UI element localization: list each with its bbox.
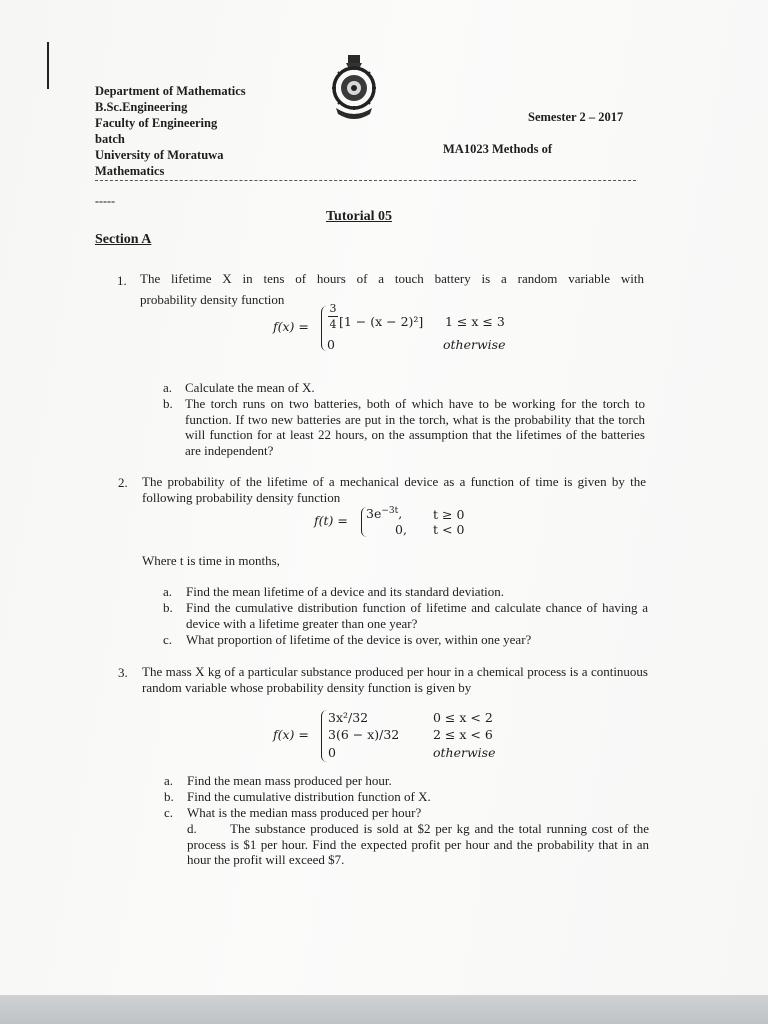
q1-case1-expr: [1 − (x − 2)²] — [339, 314, 424, 329]
header-line: Mathematics — [95, 164, 165, 178]
q3-b-label: b. — [164, 789, 174, 804]
q2-case2-cond: t < 0 — [433, 522, 465, 537]
q1-fraction — [328, 303, 338, 330]
q1-case2-expr: 0 — [327, 337, 335, 352]
dash-continuation: ----- — [95, 194, 115, 208]
q1-b-label: b. — [163, 396, 173, 411]
q2-case1-comma: , — [398, 506, 403, 522]
header-line: University of Moratuwa — [95, 148, 224, 162]
q1-case1-cond: 1 ≤ x ≤ 3 — [445, 314, 505, 329]
q2-b-text: Find the cumulative distribution function of lifetime and calculate chance of having a device with a lifetime greater than one year? — [186, 600, 648, 631]
q2-text: The probability of the lifetime of a mechanical device as a function of time is given by the following probability density function — [142, 474, 646, 505]
q3-text: The mass X kg of a particular substance produced per hour in a chemical process is a continuous random variable whose probability density function is given by — [142, 664, 648, 695]
q1-a-text: Calculate the mean of X. — [185, 380, 315, 395]
q3-lhs-text: f(x) = — [273, 727, 309, 742]
q2-where: Where t is time in months, — [142, 553, 280, 568]
semester-label: Semester 2 – 2017 — [528, 110, 624, 124]
q2-number: 2. — [118, 475, 128, 490]
q3-b-text: Find the cumulative distribution function of X. — [187, 789, 431, 804]
header-line: batch — [95, 132, 125, 146]
q3-case2-expr: 3(6 − x)/32 — [328, 727, 400, 742]
q1-lhs-text: f(x) = — [273, 319, 309, 334]
q3-a-label: a. — [164, 773, 174, 788]
q3-case1-cond: 0 ≤ x < 2 — [433, 710, 493, 725]
q3-c-label: c. — [164, 805, 174, 820]
q3-case2-cond: 2 ≤ x < 6 — [433, 727, 493, 742]
q2-case1-base: 3e — [366, 506, 382, 522]
header-department-block — [95, 83, 246, 179]
header-line: Department of Mathematics — [95, 84, 246, 98]
q3-case1-expr: 3x²/32 — [328, 710, 369, 725]
q1-a-label: a. — [163, 380, 173, 395]
q3-case3-cond: otherwise — [433, 745, 496, 760]
q2-a-text: Find the mean lifetime of a device and its standard deviation. — [186, 584, 505, 599]
q3-number: 3. — [118, 665, 128, 680]
q3-lhs — [273, 727, 309, 742]
q1-case2-cond: otherwise — [443, 337, 506, 352]
header-line: Faculty of Engineering — [95, 116, 218, 130]
q3-c-text: What is the median mass produced per hour? — [187, 805, 422, 820]
q2-b-label: b. — [163, 600, 173, 615]
course-code-label: MA1023 Methods of — [443, 142, 553, 156]
q1-lhs — [273, 319, 309, 334]
desk-surface — [0, 995, 768, 1024]
q2-case1-exponent: −3t — [381, 506, 399, 516]
q2-lhs-text: f(t) = — [314, 513, 348, 528]
q2-case1 — [366, 506, 402, 521]
q1-fraction-num: 3 — [329, 302, 337, 315]
tutorial-title: Tutorial 05 — [326, 209, 392, 224]
q1-fraction-den: 4 — [329, 318, 337, 331]
section-heading: Section A — [95, 232, 152, 247]
q2-case1-cond: t ≥ 0 — [433, 507, 465, 522]
q1-number: 1. — [117, 273, 127, 288]
university-crest-icon — [326, 54, 382, 127]
q2-case2-expr: 0, — [395, 522, 407, 537]
q2-lhs — [314, 513, 348, 528]
q3-d-label: d. — [187, 821, 197, 836]
q2-c-label: c. — [163, 632, 173, 647]
q3-brace — [321, 710, 328, 762]
q1-text-line1: The lifetime X in tens of hours of a touch battery is a random variable with — [140, 271, 644, 286]
q3-a-text: Find the mean mass produced per hour. — [187, 773, 392, 788]
q3-case3-expr: 0 — [328, 745, 336, 760]
q3-d-text: The substance produced is sold at $2 per kg and the total running cost of the process is $1 per hour. Find the expected profit per hour and the probability that in an hour the profit will exceed $7. — [187, 821, 649, 867]
q2-c-text: What proportion of lifetime of the device is over, within one year? — [186, 632, 532, 647]
header-line: B.Sc.Engineering — [95, 100, 188, 114]
header-divider — [95, 180, 636, 181]
margin-pen-mark — [47, 42, 49, 89]
q2-a-label: a. — [163, 584, 173, 599]
q1-b-text: The torch runs on two batteries, both of which have to be working for the torch to function. If two new batteries are put in the torch, what is the probability that the torch will function for at least 22 hours, on the assumption that the lifetimes of the batteries are independent? — [185, 396, 645, 458]
q1-text-line2: probability density function — [140, 292, 285, 307]
